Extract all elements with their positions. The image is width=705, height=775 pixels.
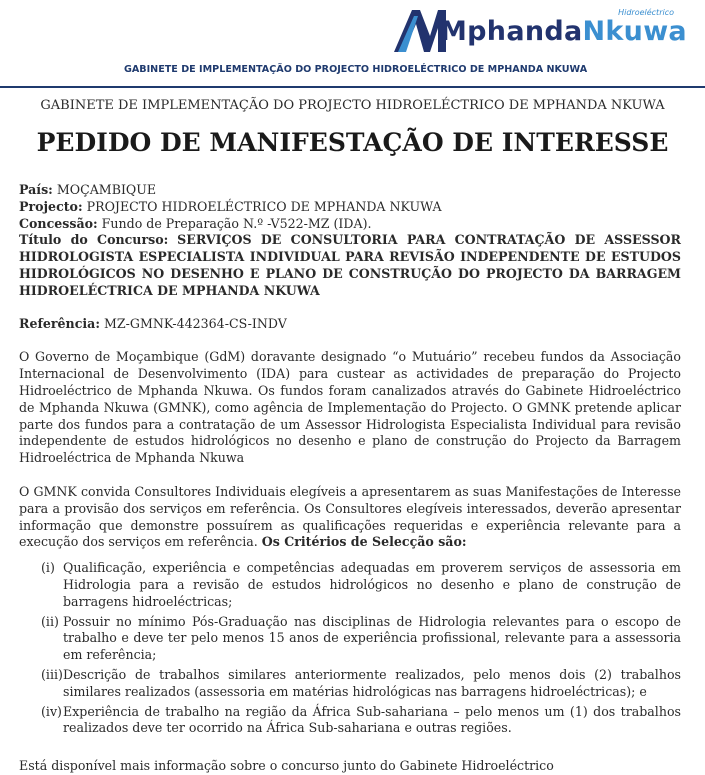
criteria-number: (iii) [41, 666, 63, 682]
truncated-line [19, 758, 681, 773]
meta-titulo-label: Título do Concurso: [19, 232, 169, 248]
document-body [19, 182, 681, 740]
logo-wordmark [440, 17, 687, 47]
logo-tagline: Hidroeléctrico [618, 8, 674, 17]
meta-projecto [19, 199, 681, 216]
criteria-heading: Os Critérios de Selecção são: [261, 534, 467, 550]
criteria-item [19, 560, 681, 610]
mphanda-nkuwa-logo [392, 4, 687, 58]
criteria-text: Experiência de trabalho na região da África Sub-sahariana – pelo menos um (1) dos trabalhos realizados deve ter ocorrido na África Sub-sahariana e outras regiões. [63, 703, 681, 736]
criteria-list [19, 560, 681, 737]
criteria-text: Qualificação, experiência e competências adequadas em proverem serviços de assessoria em Hidrologia para a revisão de estudos hidrológicos no desenho e plano de construção de barragens hidroeléctricas; [63, 560, 681, 609]
logo-brand-light: Nkuwa [582, 16, 687, 47]
meta-concessao-value: Fundo de Preparação N.º -V522-MZ (IDA). [101, 215, 372, 231]
criteria-number: (iv) [41, 703, 62, 719]
criteria-item [19, 667, 681, 701]
page-subtitle: GABINETE DE IMPLEMENTAÇÃO DO PROJECTO HIDROELÉCTRICO DE MPHANDA NKUWA [40, 98, 665, 113]
meta-pais-label: País: [19, 182, 53, 197]
criteria-number: (i) [41, 560, 55, 576]
meta-referencia-value: MZ-GMNK-442364-CS-INDV [104, 315, 287, 331]
criteria-number: (ii) [41, 613, 59, 629]
meta-projecto-label: Projecto: [19, 198, 83, 214]
meta-titulo [19, 232, 681, 299]
meta-titulo-value: SERVIÇOS DE CONSULTORIA PARA CONTRATAÇÃO DE ASSESSOR HIDROLOGISTA ESPECIALISTA INDIVIDUAL PARA REVISÃO INDEPENDENTE DE ESTUDOS HIDROLÓGICOS NO DESENHO E PLANO DE CONSTRUÇÃO DO PROJECTO DA BARRAGEM HIDROELÉCTRICA DE MPHANDA NKUWA [19, 232, 681, 298]
criteria-text: Possuir no mínimo Pós-Graduação nas disciplinas de Hidrologia relevantes para o escopo de trabalho e deve ter pelo menos 15 anos de experiência profissional, relevante para a assessoria em referência; [63, 613, 681, 663]
paragraph-intro: O Governo de Moçambique (GdM) doravante designado “o Mutuário” recebeu fundos da Associação Internacional de Desenvolvimento (IDA) para custear as actividades de preparação do Projecto Hidroeléctrico de Mphanda Nkuwa. Os fundos foram canalizados através do Gabinete Hidroeléctrico de Mphanda Nkuwa (GMNK), como agência de Implementação do Projecto. O GMNK pretende aplicar parte dos fundos para a contratação de um Assessor Hidrologista Especialista Individual para revisão independente de estudos hidrológicos no desenho e plano de construção do Projecto da Barragem Hidroeléctrica de Mphanda Nkuwa [19, 349, 681, 466]
meta-referencia-label: Referência: [19, 315, 100, 331]
meta-pais [19, 182, 681, 199]
header-divider [0, 86, 705, 88]
meta-projecto-value: PROJECTO HIDROELÉCTRICO DE MPHANDA NKUWA [86, 198, 442, 214]
paragraph-invitation [19, 484, 681, 551]
criteria-text: Descrição de trabalhos similares anteriormente realizados, pelo menos dois (2) trabalhos similares realizados (assessoria em matérias hidrológicas nas barragens hidroeléctricas); e [63, 666, 681, 699]
header-banner: GABINETE DE IMPLEMENTAÇÃO DO PROJECTO HIDROELÉCTRICO DE MPHANDA NKUWA [124, 64, 588, 75]
meta-pais-value: MOÇAMBIQUE [56, 182, 157, 197]
page-title: PEDIDO DE MANIFESTAÇÃO DE INTERESSE [36, 128, 669, 157]
meta-referencia [19, 316, 681, 333]
logo-brand-dark: Mphanda [440, 16, 583, 47]
criteria-item [19, 614, 681, 664]
meta-concessao [19, 216, 681, 233]
paragraph-invitation-text: O GMNK convida Consultores Individuais elegíveis a apresentarem as suas Manifestações de Interesse para a provisão dos serviços em referência. Os Consultores elegíveis interessados, deverão apresentar informação que demonstre possuírem as qualificações requeridas e experiência relevante para a execução dos serviços em referência. [19, 483, 681, 550]
meta-concessao-label: Concessão: [19, 215, 98, 231]
truncated-line-text: Está disponível mais informação sobre o concurso junto do Gabinete Hidroeléctrico [19, 758, 554, 773]
criteria-item [19, 704, 681, 738]
